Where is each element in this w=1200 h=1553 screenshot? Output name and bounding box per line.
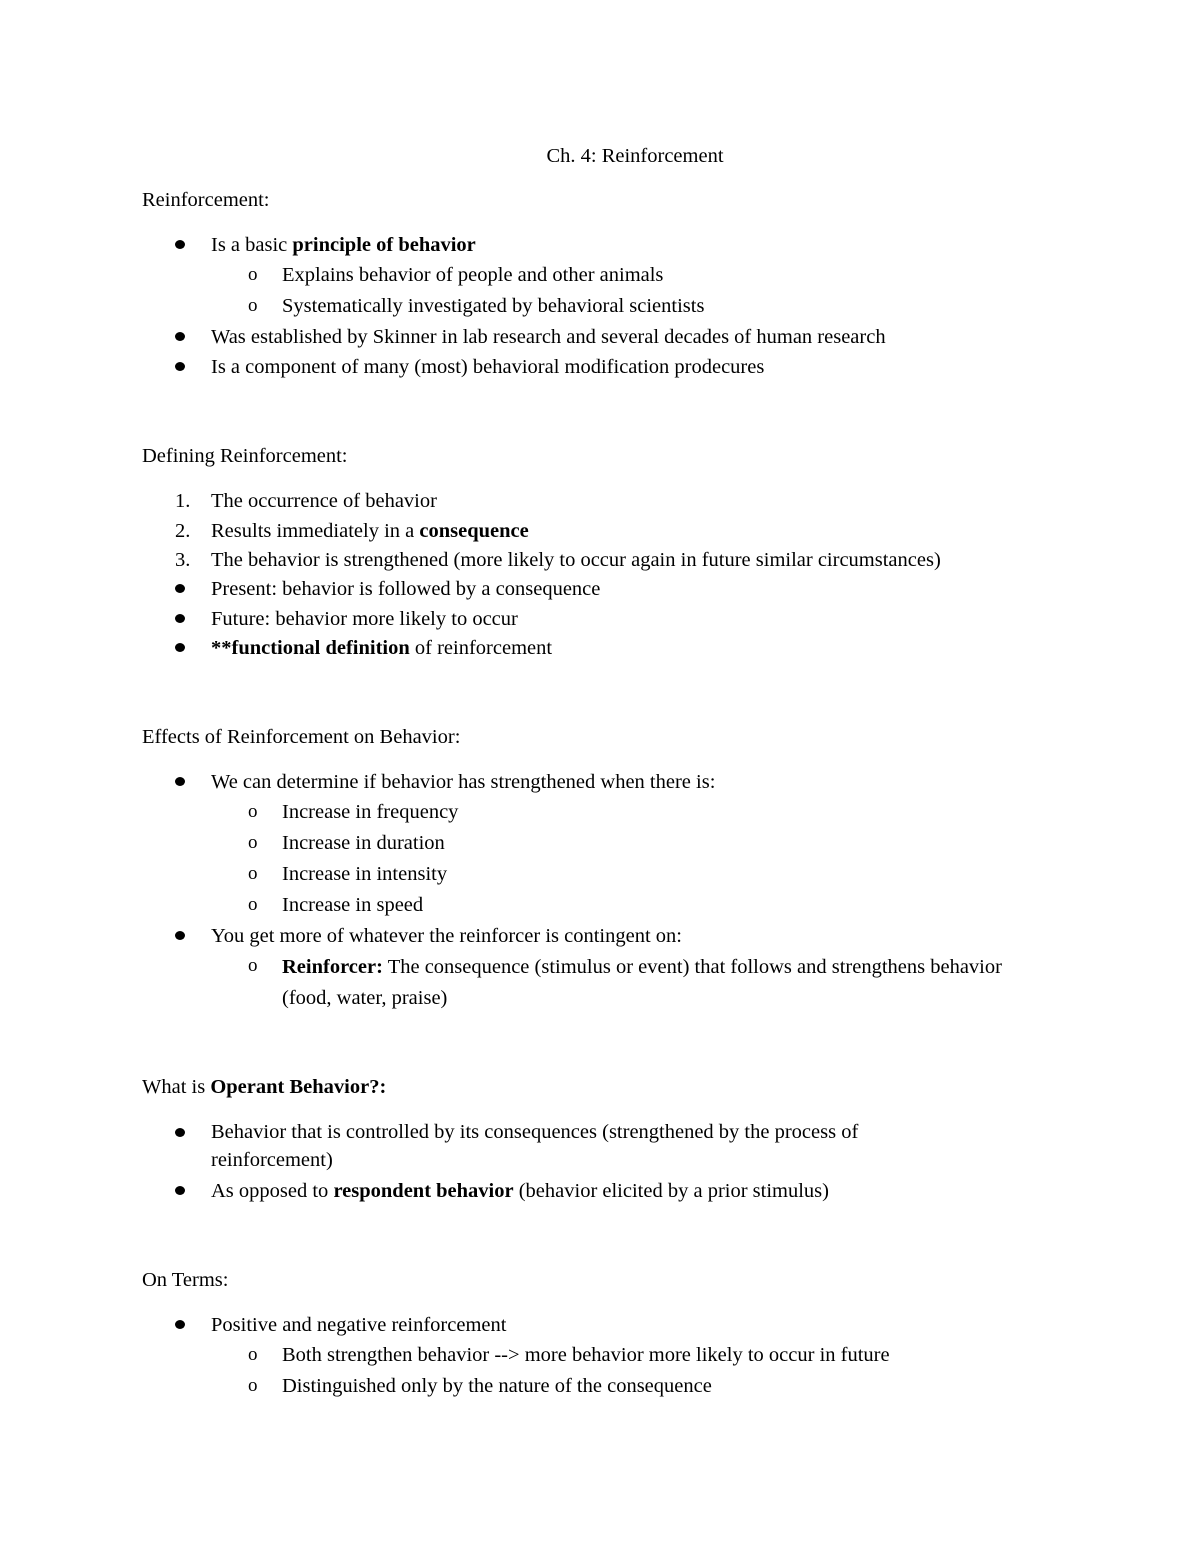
- bullet-icon: [175, 584, 185, 593]
- list-item: Behavior that is controlled by its consequences (strengthened by the process of reinforcement): [211, 1121, 859, 1171]
- item-bold-text: respondent behavior: [333, 1180, 514, 1202]
- sub-list-item: Systematically investigated by behavioral scientists: [282, 295, 705, 317]
- item-bold-text: Reinforcer:: [282, 956, 383, 978]
- list-item: [211, 230, 476, 260]
- list-item: We can determine if behavior has strengthened when there is:: [211, 771, 716, 793]
- circle-bullet-icon: o: [248, 1375, 258, 1396]
- section-heading-reinforcement: Reinforcement:: [142, 189, 270, 211]
- list-item: [211, 516, 529, 546]
- sub-list-item: Both strengthen behavior --> more behavior more likely to occur in future: [282, 1344, 890, 1366]
- list-item: Is a component of many (most) behavioral modification prodecures: [211, 356, 765, 378]
- item-text: (behavior elicited by a prior stimulus): [513, 1180, 829, 1202]
- bullet-icon: [175, 240, 185, 249]
- list-item: Was established by Skinner in lab research and several decades of human research: [211, 326, 886, 348]
- circle-bullet-icon: o: [248, 955, 258, 976]
- item-bold-text: consequence: [419, 520, 529, 542]
- list-item: [211, 1176, 829, 1206]
- list-number: 2.: [175, 520, 191, 542]
- bullet-icon: [175, 777, 185, 786]
- list-item: Future: behavior more likely to occur: [211, 608, 518, 630]
- item-text: of reinforcement: [409, 637, 553, 659]
- list-number: 3.: [175, 549, 191, 571]
- list-item: You get more of whatever the reinforcer is contingent on:: [211, 925, 682, 947]
- sub-list-item: Increase in frequency: [282, 801, 459, 823]
- section-heading-defining: Defining Reinforcement:: [142, 445, 348, 467]
- list-item: The occurrence of behavior: [211, 490, 437, 512]
- sub-list-item: Increase in intensity: [282, 863, 448, 885]
- section-heading-terms: On Terms:: [142, 1269, 229, 1291]
- list-item: Positive and negative reinforcement: [211, 1314, 507, 1336]
- sub-list-item: Increase in duration: [282, 832, 445, 854]
- sub-list-item: Distinguished only by the nature of the consequence: [282, 1375, 712, 1397]
- sub-list-item: Explains behavior of people and other animals: [282, 264, 664, 286]
- heading-bold-text: Operant Behavior?:: [210, 1076, 387, 1098]
- bullet-icon: [175, 1186, 185, 1195]
- sub-list-item: [282, 952, 1042, 1014]
- circle-bullet-icon: o: [248, 894, 258, 915]
- sub-list-item: Increase in speed: [282, 894, 424, 916]
- item-bold-text: **functional definition: [211, 637, 410, 659]
- item-bold-text: principle of behavior: [292, 234, 476, 256]
- bullet-icon: [175, 1320, 185, 1329]
- item-text: Is a basic: [211, 234, 293, 256]
- circle-bullet-icon: o: [248, 863, 258, 884]
- circle-bullet-icon: o: [248, 264, 258, 285]
- item-text: The consequence (stimulus or event) that follows and strengthens behavior (food, water, praise): [282, 956, 1002, 1009]
- circle-bullet-icon: o: [248, 832, 258, 853]
- bullet-icon: [175, 1128, 185, 1137]
- circle-bullet-icon: o: [248, 801, 258, 822]
- section-heading-operant: [142, 1072, 386, 1102]
- item-text: Results immediately in a: [211, 520, 420, 542]
- document-title: Ch. 4: Reinforcement: [546, 145, 724, 167]
- list-number: 1.: [175, 490, 191, 512]
- heading-text: What is: [142, 1076, 211, 1098]
- list-item: The behavior is strengthened (more likely to occur again in future similar circumstances): [211, 549, 941, 571]
- bullet-icon: [175, 931, 185, 940]
- item-text: As opposed to: [211, 1180, 334, 1202]
- list-item: [211, 633, 552, 663]
- bullet-icon: [175, 614, 185, 623]
- bullet-icon: [175, 362, 185, 371]
- bullet-icon: [175, 332, 185, 341]
- circle-bullet-icon: o: [248, 295, 258, 316]
- list-item: Present: behavior is followed by a consequence: [211, 578, 601, 600]
- section-heading-effects: Effects of Reinforcement on Behavior:: [142, 726, 461, 748]
- bullet-icon: [175, 643, 185, 652]
- circle-bullet-icon: o: [248, 1344, 258, 1365]
